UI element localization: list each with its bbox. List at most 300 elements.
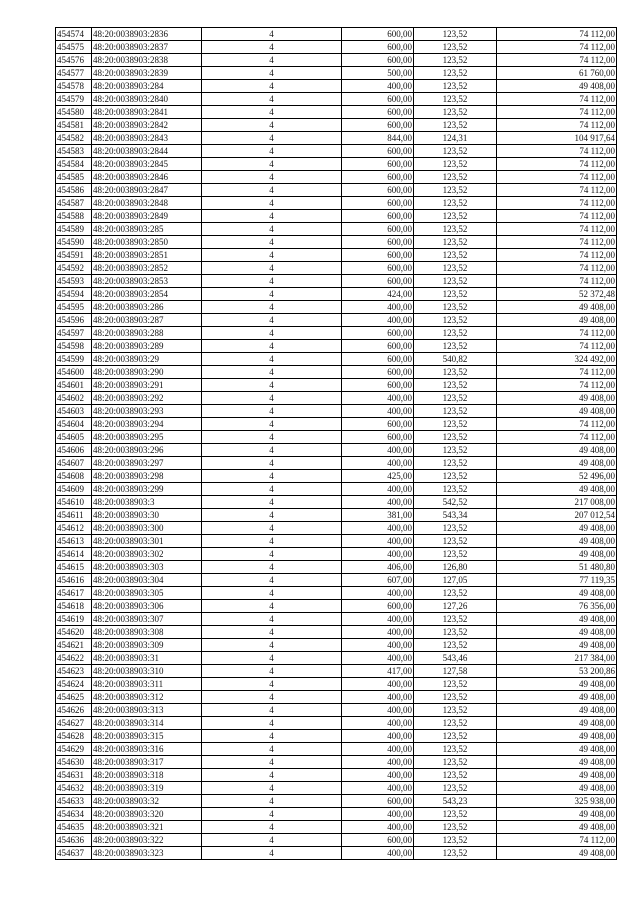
area-cell: 400,00 <box>342 691 414 704</box>
group-code-cell: 4 <box>202 145 342 158</box>
row-number-cell: 454604 <box>56 418 92 431</box>
unit-value-cell: 543,23 <box>414 795 497 808</box>
group-code-cell: 4 <box>202 353 342 366</box>
cadastral-number-cell: 48:20:0038903:287 <box>92 314 202 327</box>
group-code-cell: 4 <box>202 496 342 509</box>
row-number-cell: 454597 <box>56 327 92 340</box>
unit-value-cell: 123,52 <box>414 379 497 392</box>
cadastral-number-cell: 48:20:0038903:30 <box>92 509 202 522</box>
area-cell: 400,00 <box>342 639 414 652</box>
table-row <box>56 496 617 509</box>
cadastral-value-cell: 49 408,00 <box>497 678 617 691</box>
unit-value-cell: 123,52 <box>414 821 497 834</box>
table-row <box>56 236 617 249</box>
cadastral-number-cell: 48:20:0038903:321 <box>92 821 202 834</box>
cadastral-number-cell: 48:20:0038903:304 <box>92 574 202 587</box>
unit-value-cell: 123,52 <box>414 288 497 301</box>
group-code-cell: 4 <box>202 574 342 587</box>
group-code-cell: 4 <box>202 379 342 392</box>
table-row <box>56 210 617 223</box>
unit-value-cell: 127,58 <box>414 665 497 678</box>
area-cell: 400,00 <box>342 652 414 665</box>
group-code-cell: 4 <box>202 418 342 431</box>
group-code-cell: 4 <box>202 184 342 197</box>
area-cell: 600,00 <box>342 262 414 275</box>
area-cell: 600,00 <box>342 145 414 158</box>
table-row <box>56 223 617 236</box>
area-cell: 600,00 <box>342 236 414 249</box>
row-number-cell: 454613 <box>56 535 92 548</box>
cadastral-value-cell: 74 112,00 <box>497 236 617 249</box>
unit-value-cell: 123,52 <box>414 301 497 314</box>
row-number-cell: 454584 <box>56 158 92 171</box>
group-code-cell: 4 <box>202 652 342 665</box>
cadastral-value-cell: 49 408,00 <box>497 847 617 860</box>
cadastral-number-cell: 48:20:0038903:305 <box>92 587 202 600</box>
cadastral-number-cell: 48:20:0038903:286 <box>92 301 202 314</box>
cadastral-number-cell: 48:20:0038903:290 <box>92 366 202 379</box>
table-row <box>56 548 617 561</box>
cadastral-value-cell: 74 112,00 <box>497 418 617 431</box>
unit-value-cell: 123,52 <box>414 847 497 860</box>
cadastral-number-cell: 48:20:0038903:297 <box>92 457 202 470</box>
row-number-cell: 454592 <box>56 262 92 275</box>
table-row <box>56 197 617 210</box>
area-cell: 400,00 <box>342 743 414 756</box>
row-number-cell: 454581 <box>56 119 92 132</box>
row-number-cell: 454620 <box>56 626 92 639</box>
cadastral-value-cell: 49 408,00 <box>497 626 617 639</box>
unit-value-cell: 123,52 <box>414 249 497 262</box>
row-number-cell: 454605 <box>56 431 92 444</box>
cadastral-number-cell: 48:20:0038903:2846 <box>92 171 202 184</box>
unit-value-cell: 123,52 <box>414 340 497 353</box>
cadastral-value-cell: 74 112,00 <box>497 158 617 171</box>
cadastral-value-cell: 207 012,54 <box>497 509 617 522</box>
cadastral-number-cell: 48:20:0038903:2839 <box>92 67 202 80</box>
cadastral-number-cell: 48:20:0038903:32 <box>92 795 202 808</box>
table-row <box>56 756 617 769</box>
cadastral-number-cell: 48:20:0038903:312 <box>92 691 202 704</box>
group-code-cell: 4 <box>202 717 342 730</box>
unit-value-cell: 123,52 <box>414 639 497 652</box>
table-row <box>56 730 617 743</box>
row-number-cell: 454582 <box>56 132 92 145</box>
row-number-cell: 454634 <box>56 808 92 821</box>
group-code-cell: 4 <box>202 119 342 132</box>
cadastral-number-cell: 48:20:0038903:2853 <box>92 275 202 288</box>
cadastral-value-cell: 49 408,00 <box>497 730 617 743</box>
cadastral-number-cell: 48:20:0038903:316 <box>92 743 202 756</box>
group-code-cell: 4 <box>202 639 342 652</box>
cadastral-value-cell: 74 112,00 <box>497 119 617 132</box>
cadastral-number-cell: 48:20:0038903:318 <box>92 769 202 782</box>
group-code-cell: 4 <box>202 522 342 535</box>
group-code-cell: 4 <box>202 587 342 600</box>
unit-value-cell: 123,52 <box>414 483 497 496</box>
area-cell: 400,00 <box>342 769 414 782</box>
table-row <box>56 249 617 262</box>
cadastral-value-cell: 49 408,00 <box>497 756 617 769</box>
group-code-cell: 4 <box>202 626 342 639</box>
cadastral-value-cell: 74 112,00 <box>497 275 617 288</box>
table-row <box>56 288 617 301</box>
cadastral-value-cell: 51 480,80 <box>497 561 617 574</box>
unit-value-cell: 123,52 <box>414 457 497 470</box>
cadastral-number-cell: 48:20:0038903:295 <box>92 431 202 444</box>
area-cell: 381,00 <box>342 509 414 522</box>
land-cadastral-value-table <box>55 27 617 860</box>
group-code-cell: 4 <box>202 769 342 782</box>
cadastral-value-cell: 53 200,86 <box>497 665 617 678</box>
table-row <box>56 41 617 54</box>
unit-value-cell: 127,26 <box>414 600 497 613</box>
group-code-cell: 4 <box>202 288 342 301</box>
unit-value-cell: 123,52 <box>414 678 497 691</box>
cadastral-number-cell: 48:20:0038903:2842 <box>92 119 202 132</box>
cadastral-value-cell: 76 356,00 <box>497 600 617 613</box>
cadastral-number-cell: 48:20:0038903:317 <box>92 756 202 769</box>
cadastral-value-cell: 325 938,00 <box>497 795 617 808</box>
group-code-cell: 4 <box>202 548 342 561</box>
group-code-cell: 4 <box>202 327 342 340</box>
unit-value-cell: 123,52 <box>414 275 497 288</box>
table-row <box>56 132 617 145</box>
group-code-cell: 4 <box>202 132 342 145</box>
group-code-cell: 4 <box>202 223 342 236</box>
table-row <box>56 847 617 860</box>
group-code-cell: 4 <box>202 275 342 288</box>
row-number-cell: 454627 <box>56 717 92 730</box>
area-cell: 600,00 <box>342 795 414 808</box>
group-code-cell: 4 <box>202 405 342 418</box>
cadastral-number-cell: 48:20:0038903:309 <box>92 639 202 652</box>
area-cell: 400,00 <box>342 522 414 535</box>
group-code-cell: 4 <box>202 392 342 405</box>
unit-value-cell: 123,52 <box>414 106 497 119</box>
group-code-cell: 4 <box>202 444 342 457</box>
cadastral-value-cell: 49 408,00 <box>497 704 617 717</box>
row-number-cell: 454616 <box>56 574 92 587</box>
row-number-cell: 454611 <box>56 509 92 522</box>
cadastral-value-cell: 74 112,00 <box>497 41 617 54</box>
group-code-cell: 4 <box>202 483 342 496</box>
cadastral-value-cell: 49 408,00 <box>497 717 617 730</box>
group-code-cell: 4 <box>202 782 342 795</box>
cadastral-value-cell: 49 408,00 <box>497 405 617 418</box>
cadastral-value-cell: 74 112,00 <box>497 249 617 262</box>
group-code-cell: 4 <box>202 457 342 470</box>
area-cell: 500,00 <box>342 67 414 80</box>
unit-value-cell: 540,82 <box>414 353 497 366</box>
table-row <box>56 483 617 496</box>
unit-value-cell: 123,52 <box>414 535 497 548</box>
cadastral-number-cell: 48:20:0038903:2838 <box>92 54 202 67</box>
group-code-cell: 4 <box>202 366 342 379</box>
table-row <box>56 626 617 639</box>
group-code-cell: 4 <box>202 67 342 80</box>
area-cell: 600,00 <box>342 353 414 366</box>
cadastral-number-cell: 48:20:0038903:2847 <box>92 184 202 197</box>
cadastral-value-cell: 74 112,00 <box>497 223 617 236</box>
table-row <box>56 639 617 652</box>
cadastral-value-cell: 49 408,00 <box>497 483 617 496</box>
area-cell: 400,00 <box>342 756 414 769</box>
area-cell: 600,00 <box>342 119 414 132</box>
unit-value-cell: 123,52 <box>414 808 497 821</box>
cadastral-value-cell: 49 408,00 <box>497 769 617 782</box>
area-cell: 600,00 <box>342 379 414 392</box>
row-number-cell: 454624 <box>56 678 92 691</box>
unit-value-cell: 123,52 <box>414 54 497 67</box>
cadastral-number-cell: 48:20:0038903:302 <box>92 548 202 561</box>
cadastral-number-cell: 48:20:0038903:2851 <box>92 249 202 262</box>
row-number-cell: 454625 <box>56 691 92 704</box>
unit-value-cell: 543,46 <box>414 652 497 665</box>
area-cell: 844,00 <box>342 132 414 145</box>
cadastral-number-cell: 48:20:0038903:313 <box>92 704 202 717</box>
cadastral-number-cell: 48:20:0038903:301 <box>92 535 202 548</box>
area-cell: 400,00 <box>342 847 414 860</box>
unit-value-cell: 543,34 <box>414 509 497 522</box>
table-row <box>56 93 617 106</box>
unit-value-cell: 124,31 <box>414 132 497 145</box>
area-cell: 600,00 <box>342 93 414 106</box>
row-number-cell: 454600 <box>56 366 92 379</box>
cadastral-value-cell: 49 408,00 <box>497 613 617 626</box>
unit-value-cell: 123,52 <box>414 392 497 405</box>
row-number-cell: 454589 <box>56 223 92 236</box>
area-cell: 425,00 <box>342 470 414 483</box>
cadastral-value-cell: 74 112,00 <box>497 262 617 275</box>
row-number-cell: 454598 <box>56 340 92 353</box>
cadastral-number-cell: 48:20:0038903:298 <box>92 470 202 483</box>
group-code-cell: 4 <box>202 847 342 860</box>
table-row <box>56 145 617 158</box>
group-code-cell: 4 <box>202 704 342 717</box>
table-row <box>56 587 617 600</box>
table-row <box>56 28 617 41</box>
cadastral-value-cell: 74 112,00 <box>497 145 617 158</box>
cadastral-number-cell: 48:20:0038903:2852 <box>92 262 202 275</box>
cadastral-value-cell: 74 112,00 <box>497 210 617 223</box>
row-number-cell: 454618 <box>56 600 92 613</box>
unit-value-cell: 123,52 <box>414 444 497 457</box>
row-number-cell: 454629 <box>56 743 92 756</box>
table-row <box>56 80 617 93</box>
group-code-cell: 4 <box>202 470 342 483</box>
cadastral-value-cell: 74 112,00 <box>497 106 617 119</box>
cadastral-number-cell: 48:20:0038903:2843 <box>92 132 202 145</box>
cadastral-value-cell: 49 408,00 <box>497 444 617 457</box>
cadastral-value-cell: 49 408,00 <box>497 691 617 704</box>
row-number-cell: 454586 <box>56 184 92 197</box>
table-row <box>56 509 617 522</box>
unit-value-cell: 123,52 <box>414 769 497 782</box>
cadastral-value-cell: 49 408,00 <box>497 782 617 795</box>
area-cell: 600,00 <box>342 210 414 223</box>
table-row <box>56 301 617 314</box>
table-row <box>56 613 617 626</box>
table-row <box>56 444 617 457</box>
cadastral-number-cell: 48:20:0038903:310 <box>92 665 202 678</box>
unit-value-cell: 123,52 <box>414 405 497 418</box>
cadastral-value-cell: 74 112,00 <box>497 379 617 392</box>
row-number-cell: 454583 <box>56 145 92 158</box>
row-number-cell: 454631 <box>56 769 92 782</box>
unit-value-cell: 123,52 <box>414 314 497 327</box>
unit-value-cell: 123,52 <box>414 704 497 717</box>
cadastral-number-cell: 48:20:0038903:322 <box>92 834 202 847</box>
table-row <box>56 782 617 795</box>
cadastral-number-cell: 48:20:0038903:2850 <box>92 236 202 249</box>
unit-value-cell: 123,52 <box>414 613 497 626</box>
table-row <box>56 795 617 808</box>
table-row <box>56 600 617 613</box>
table-row <box>56 717 617 730</box>
area-cell: 400,00 <box>342 678 414 691</box>
area-cell: 417,00 <box>342 665 414 678</box>
cadastral-number-cell: 48:20:0038903:306 <box>92 600 202 613</box>
row-number-cell: 454610 <box>56 496 92 509</box>
cadastral-number-cell: 48:20:0038903:291 <box>92 379 202 392</box>
cadastral-value-cell: 49 408,00 <box>497 392 617 405</box>
cadastral-value-cell: 49 408,00 <box>497 821 617 834</box>
cadastral-number-cell: 48:20:0038903:29 <box>92 353 202 366</box>
table-row <box>56 691 617 704</box>
document-page <box>55 27 617 860</box>
group-code-cell: 4 <box>202 730 342 743</box>
group-code-cell: 4 <box>202 795 342 808</box>
cadastral-value-cell: 74 112,00 <box>497 93 617 106</box>
row-number-cell: 454594 <box>56 288 92 301</box>
table-row <box>56 652 617 665</box>
unit-value-cell: 123,52 <box>414 587 497 600</box>
cadastral-value-cell: 74 112,00 <box>497 431 617 444</box>
row-number-cell: 454593 <box>56 275 92 288</box>
group-code-cell: 4 <box>202 314 342 327</box>
table-row <box>56 366 617 379</box>
table-row <box>56 665 617 678</box>
group-code-cell: 4 <box>202 834 342 847</box>
table-row <box>56 431 617 444</box>
group-code-cell: 4 <box>202 756 342 769</box>
table-row <box>56 405 617 418</box>
table-row <box>56 314 617 327</box>
area-cell: 600,00 <box>342 431 414 444</box>
unit-value-cell: 123,52 <box>414 145 497 158</box>
group-code-cell: 4 <box>202 509 342 522</box>
cadastral-number-cell: 48:20:0038903:315 <box>92 730 202 743</box>
cadastral-value-cell: 49 408,00 <box>497 808 617 821</box>
group-code-cell: 4 <box>202 106 342 119</box>
cadastral-number-cell: 48:20:0038903:299 <box>92 483 202 496</box>
row-number-cell: 454617 <box>56 587 92 600</box>
area-cell: 400,00 <box>342 535 414 548</box>
cadastral-number-cell: 48:20:0038903:308 <box>92 626 202 639</box>
row-number-cell: 454635 <box>56 821 92 834</box>
cadastral-number-cell: 48:20:0038903:303 <box>92 561 202 574</box>
cadastral-number-cell: 48:20:0038903:293 <box>92 405 202 418</box>
cadastral-number-cell: 48:20:0038903:296 <box>92 444 202 457</box>
area-cell: 600,00 <box>342 340 414 353</box>
group-code-cell: 4 <box>202 340 342 353</box>
area-cell: 400,00 <box>342 808 414 821</box>
area-cell: 607,00 <box>342 574 414 587</box>
table-row <box>56 769 617 782</box>
cadastral-number-cell: 48:20:0038903:2849 <box>92 210 202 223</box>
cadastral-value-cell: 74 112,00 <box>497 366 617 379</box>
row-number-cell: 454599 <box>56 353 92 366</box>
area-cell: 400,00 <box>342 548 414 561</box>
group-code-cell: 4 <box>202 197 342 210</box>
area-cell: 400,00 <box>342 80 414 93</box>
area-cell: 600,00 <box>342 171 414 184</box>
cadastral-value-cell: 74 112,00 <box>497 54 617 67</box>
cadastral-value-cell: 49 408,00 <box>497 548 617 561</box>
group-code-cell: 4 <box>202 236 342 249</box>
table-row <box>56 821 617 834</box>
unit-value-cell: 123,52 <box>414 171 497 184</box>
cadastral-value-cell: 49 408,00 <box>497 639 617 652</box>
table-row <box>56 54 617 67</box>
area-cell: 400,00 <box>342 483 414 496</box>
row-number-cell: 454609 <box>56 483 92 496</box>
cadastral-number-cell: 48:20:0038903:311 <box>92 678 202 691</box>
area-cell: 600,00 <box>342 184 414 197</box>
cadastral-number-cell: 48:20:0038903:2848 <box>92 197 202 210</box>
group-code-cell: 4 <box>202 431 342 444</box>
cadastral-value-cell: 49 408,00 <box>497 535 617 548</box>
unit-value-cell: 123,52 <box>414 80 497 93</box>
unit-value-cell: 123,52 <box>414 834 497 847</box>
cadastral-value-cell: 104 917,64 <box>497 132 617 145</box>
row-number-cell: 454619 <box>56 613 92 626</box>
group-code-cell: 4 <box>202 249 342 262</box>
group-code-cell: 4 <box>202 262 342 275</box>
row-number-cell: 454636 <box>56 834 92 847</box>
row-number-cell: 454632 <box>56 782 92 795</box>
table-row <box>56 184 617 197</box>
table-row <box>56 262 617 275</box>
table-row <box>56 418 617 431</box>
cadastral-value-cell: 324 492,00 <box>497 353 617 366</box>
unit-value-cell: 123,52 <box>414 366 497 379</box>
cadastral-number-cell: 48:20:0038903:2840 <box>92 93 202 106</box>
unit-value-cell: 123,52 <box>414 28 497 41</box>
row-number-cell: 454628 <box>56 730 92 743</box>
unit-value-cell: 123,52 <box>414 782 497 795</box>
area-cell: 600,00 <box>342 41 414 54</box>
area-cell: 400,00 <box>342 782 414 795</box>
cadastral-number-cell: 48:20:0038903:323 <box>92 847 202 860</box>
row-number-cell: 454578 <box>56 80 92 93</box>
area-cell: 400,00 <box>342 704 414 717</box>
area-cell: 600,00 <box>342 158 414 171</box>
area-cell: 400,00 <box>342 613 414 626</box>
row-number-cell: 454579 <box>56 93 92 106</box>
table-row <box>56 535 617 548</box>
cadastral-number-cell: 48:20:0038903:292 <box>92 392 202 405</box>
cadastral-value-cell: 74 112,00 <box>497 28 617 41</box>
row-number-cell: 454574 <box>56 28 92 41</box>
cadastral-number-cell: 48:20:0038903:294 <box>92 418 202 431</box>
unit-value-cell: 123,52 <box>414 223 497 236</box>
unit-value-cell: 123,52 <box>414 210 497 223</box>
unit-value-cell: 123,52 <box>414 730 497 743</box>
unit-value-cell: 123,52 <box>414 262 497 275</box>
group-code-cell: 4 <box>202 28 342 41</box>
